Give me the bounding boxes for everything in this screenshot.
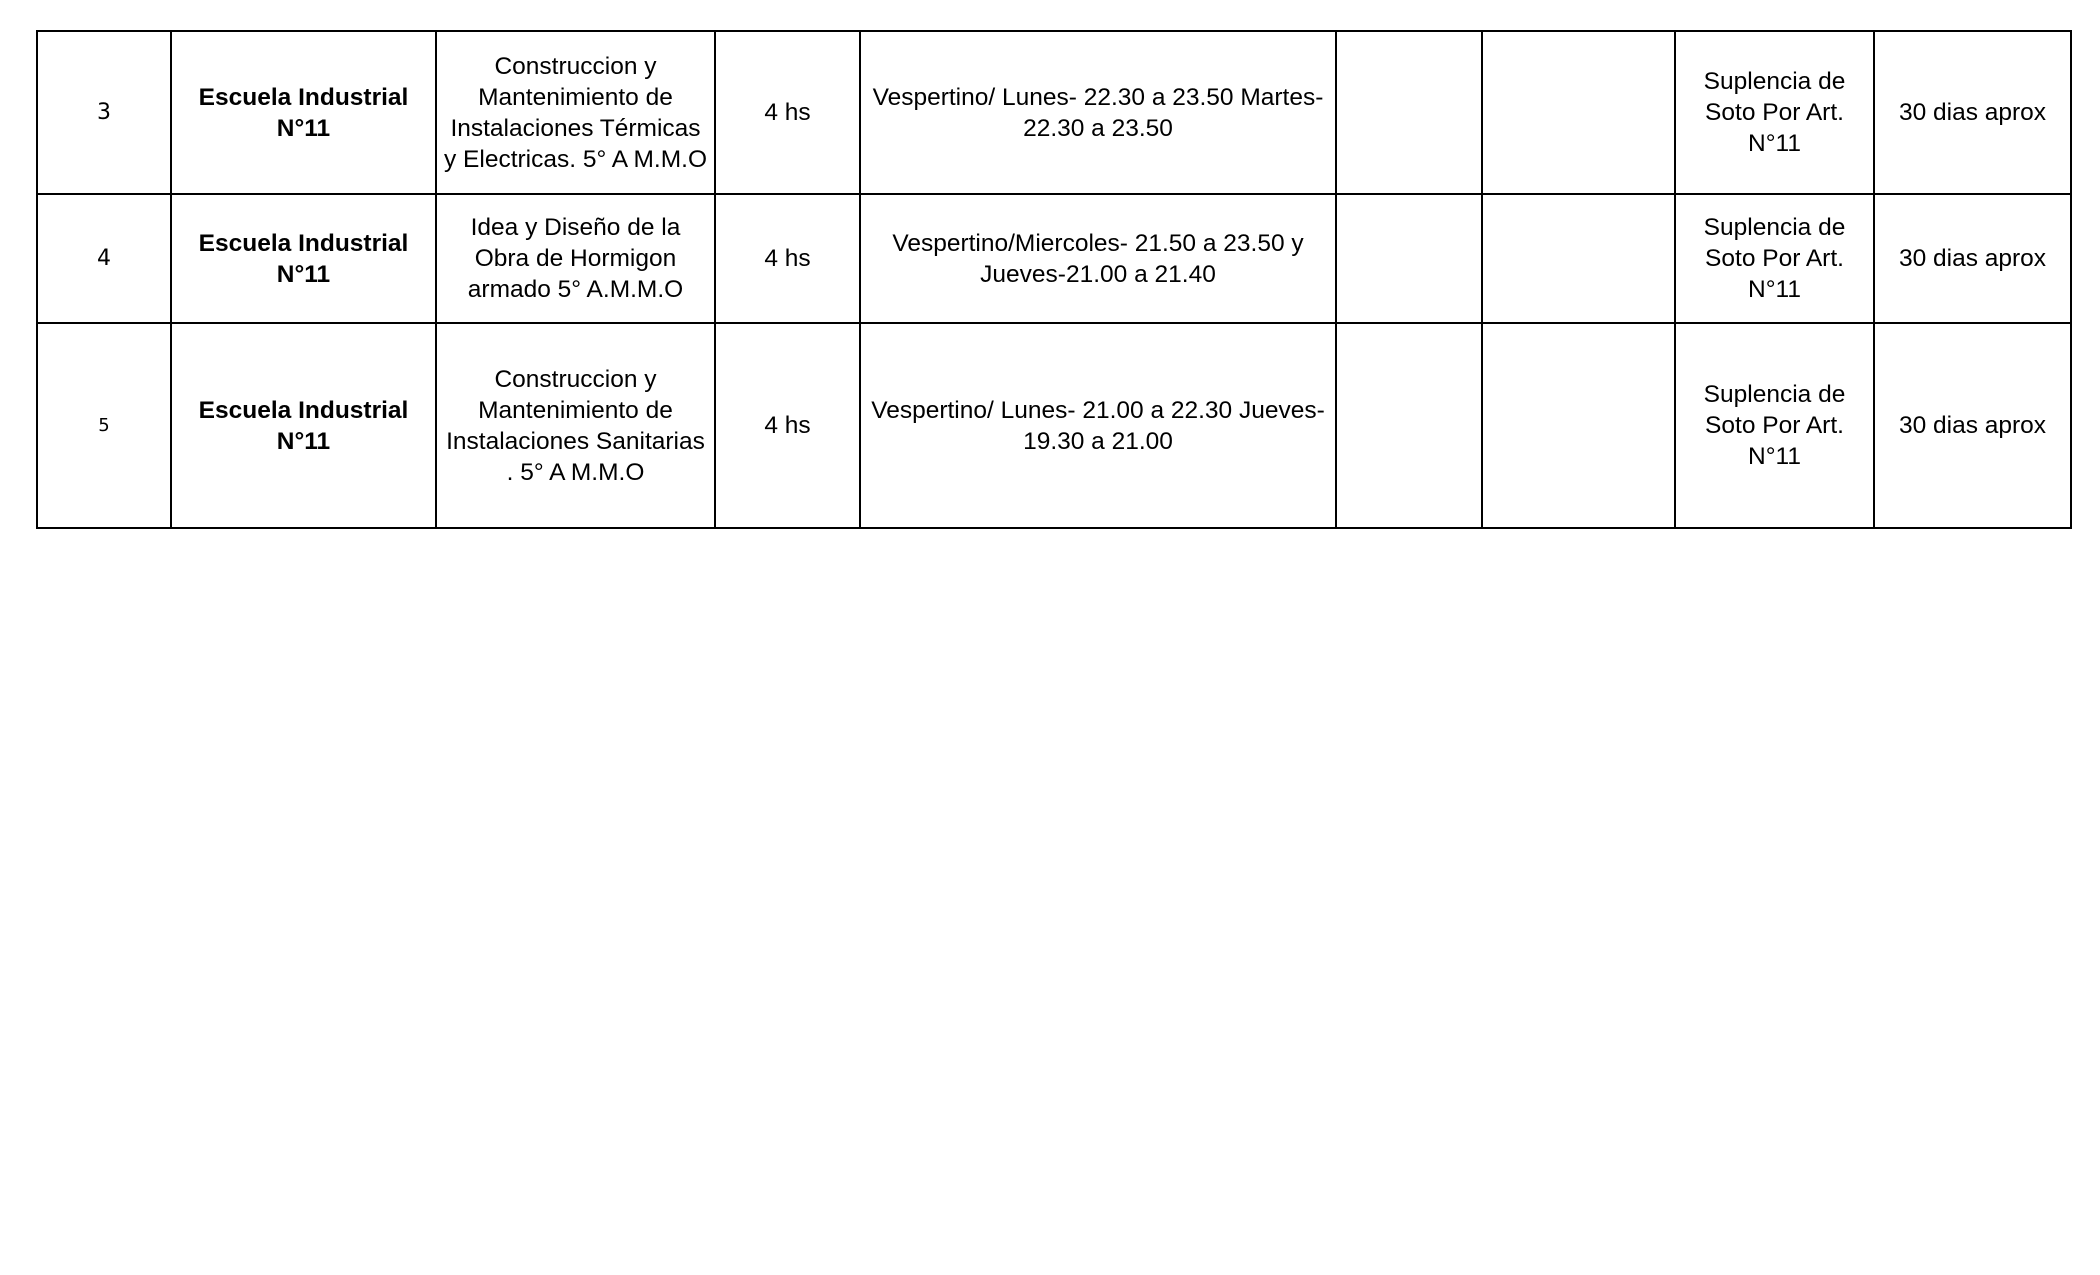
empty-cell-6 [1336,31,1482,194]
school-name: Escuela Industrial N°11 [171,323,436,528]
reason-cell: Suplencia de Soto Por Art. N°11 [1675,31,1874,194]
subject-cell: Construccion y Mantenimiento de Instalaciones Sanitarias . 5° A M.M.O [436,323,715,528]
schedule-cell: Vespertino/ Lunes- 21.00 a 22.30 Jueves- 19.30 a 21.00 [860,323,1336,528]
empty-cell-6 [1336,194,1482,323]
empty-cell-7 [1482,194,1675,323]
subject-cell: Construccion y Mantenimiento de Instalaciones Térmicas y Electricas. 5° A M.M.O [436,31,715,194]
row-number: 3 [37,31,171,194]
row-number: 4 [37,194,171,323]
table-row [37,194,2071,323]
duration-cell: 30 dias aprox [1874,323,2071,528]
schedule-cell: Vespertino/Miercoles- 21.50 a 23.50 y Jueves-21.00 a 21.40 [860,194,1336,323]
duration-cell: 30 dias aprox [1874,194,2071,323]
school-name: Escuela Industrial N°11 [171,194,436,323]
reason-cell: Suplencia de Soto Por Art. N°11 [1675,323,1874,528]
reason-cell: Suplencia de Soto Por Art. N°11 [1675,194,1874,323]
subject-cell: Idea y Diseño de la Obra de Hormigon armado 5° A.M.M.O [436,194,715,323]
hours-cell: 4 hs [715,194,860,323]
duration-cell: 30 dias aprox [1874,31,2071,194]
empty-cell-6 [1336,323,1482,528]
vacancy-table [36,30,2072,529]
table-row [37,31,2071,194]
schedule-cell: Vespertino/ Lunes- 22.30 a 23.50 Martes- 22.30 a 23.50 [860,31,1336,194]
hours-cell: 4 hs [715,323,860,528]
row-number: 5 [37,323,171,528]
table-row [37,323,2071,528]
school-name: Escuela Industrial N°11 [171,31,436,194]
hours-cell: 4 hs [715,31,860,194]
empty-cell-7 [1482,323,1675,528]
empty-cell-7 [1482,31,1675,194]
